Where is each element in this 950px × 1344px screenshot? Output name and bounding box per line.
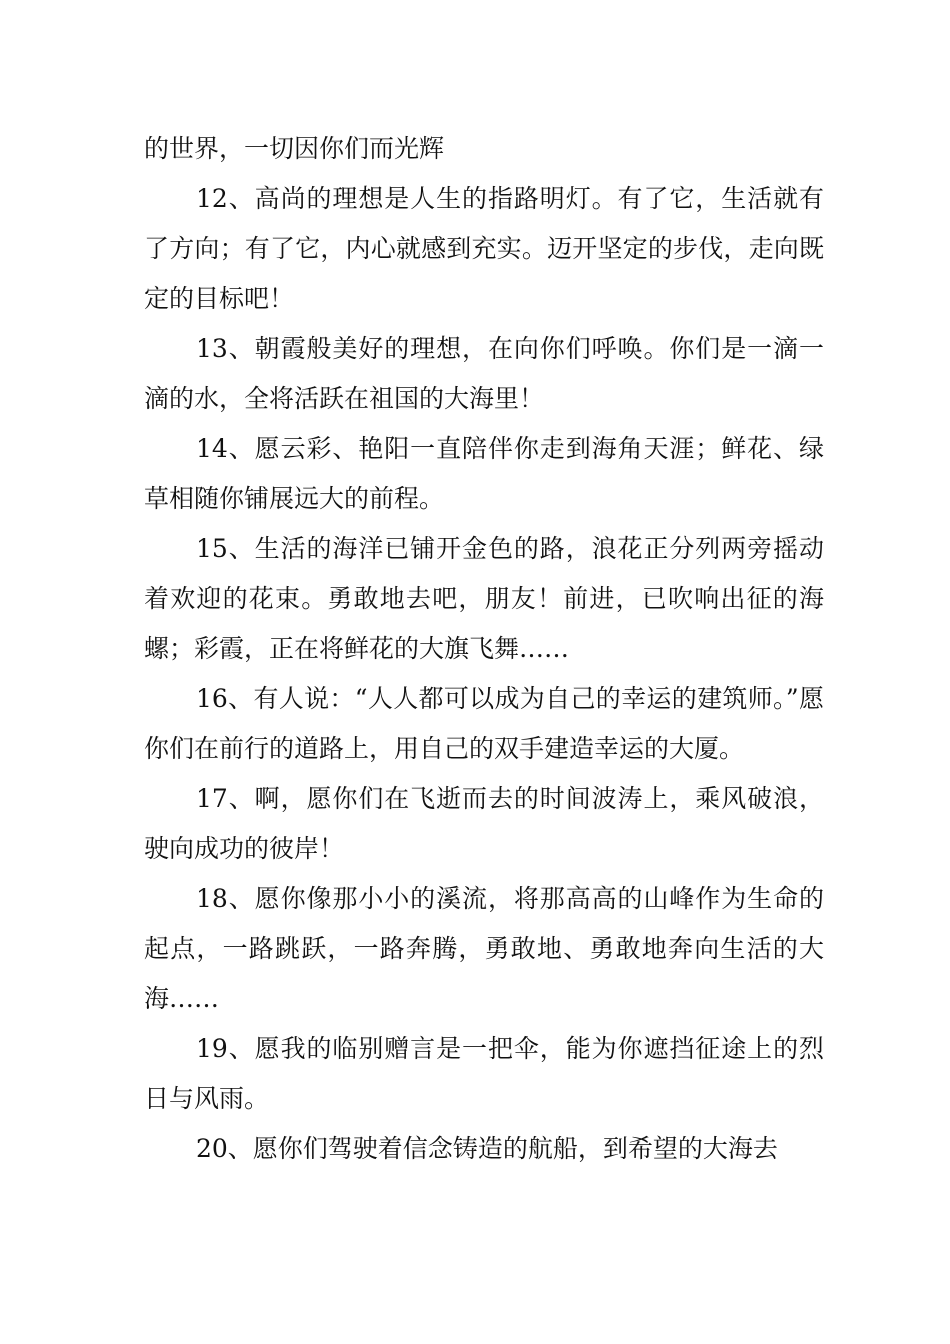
- paragraph-12: 12、高尚的理想是人生的指路明灯。有了它，生活就有了方向；有了它，内心就感到充实。迈开坚定的步伐，走向既定的目标吧！: [144, 184, 824, 313]
- paragraph-13: 13、朝霞般美好的理想，在向你们呼唤。你们是一滴一滴的水，全将活跃在祖国的大海里！: [144, 334, 824, 413]
- paragraph-15: 15、生活的海洋已铺开金色的路，浪花正分列两旁摇动着欢迎的花束。勇敢地去吧，朋友！前进，已吹响出征的海螺；彩霞，正在将鲜花的大旗飞舞……: [144, 534, 824, 663]
- paragraph-17: 17、啊，愿你们在飞逝而去的时间波涛上，乘风破浪，驶向成功的彼岸！: [144, 784, 824, 863]
- paragraph-18: 18、愿你像那小小的溪流，将那高高的山峰作为生命的起点，一路跳跃，一路奔腾，勇敢地、勇敢地奔向生活的大海……: [144, 884, 824, 1013]
- paragraph-19: 19、愿我的临别赠言是一把伞，能为你遮挡征途上的烈日与风雨。: [144, 1034, 824, 1113]
- paragraph-14: 14、愿云彩、艳阳一直陪伴你走到海角天涯；鲜花、绿草相随你铺展远大的前程。: [144, 434, 824, 513]
- paragraph-20: 20、愿你们驾驶着信念铸造的航船，到希望的大海去: [196, 1134, 778, 1163]
- paragraph-continuation: 的世界，一切因你们而光辉: [144, 134, 445, 163]
- document-body: [144, 124, 824, 1174]
- paragraph-16: 16、有人说：“人人都可以成为自己的幸运的建筑师。”愿你们在前行的道路上，用自己的双手建造幸运的大厦。: [144, 684, 824, 763]
